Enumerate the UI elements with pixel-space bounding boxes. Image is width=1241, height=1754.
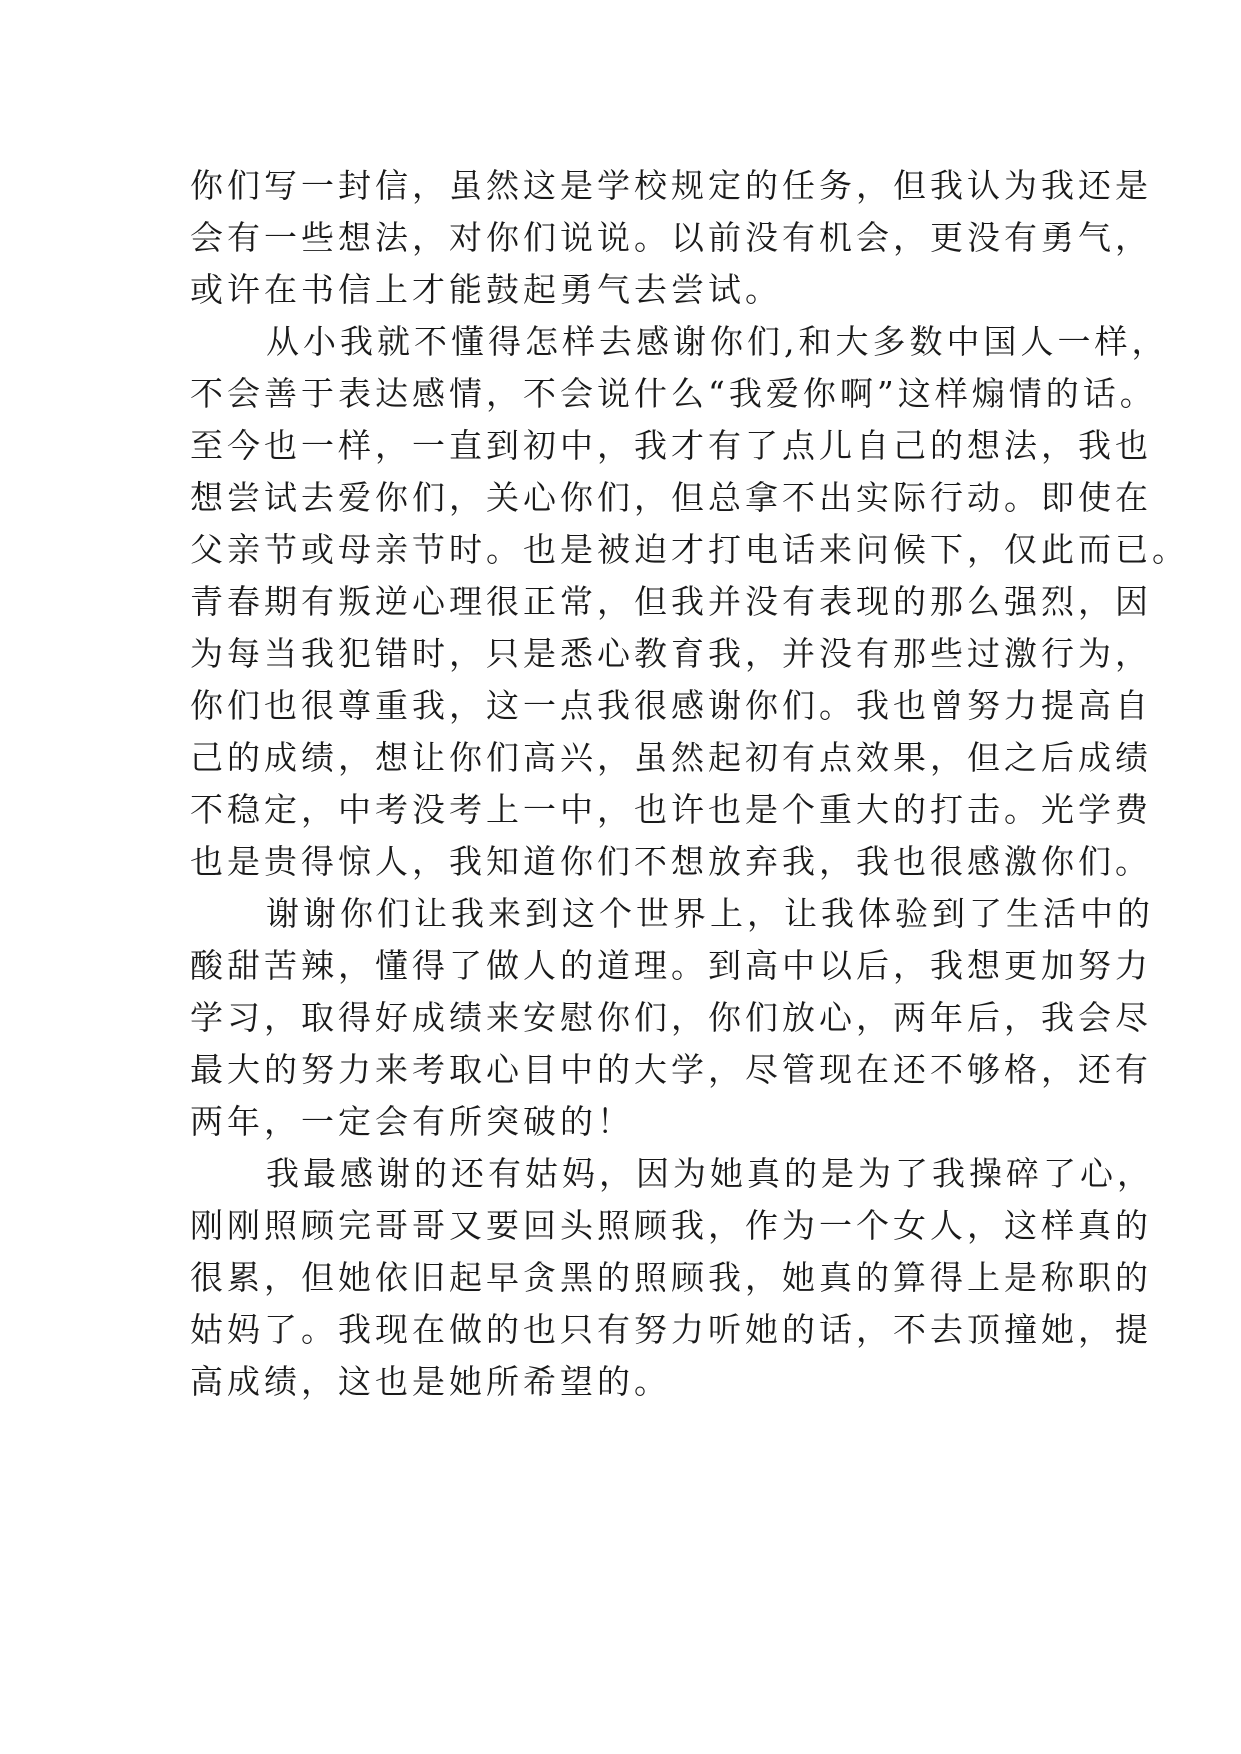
paragraph-1 [190, 160, 1152, 316]
text-line: 不会善于表达感情，不会说什么“我爱你啊”这样煽情的话。 [190, 374, 1157, 413]
text-line: 想尝试去爱你们，关心你们，但总拿不出实际行动。即使在 [190, 478, 1152, 517]
paragraph-3 [190, 888, 1154, 1148]
text-line: 很累，但她依旧起早贪黑的照顾我，她真的算得上是称职的 [190, 1258, 1152, 1297]
text-line: 青春期有叛逆心理很正常，但我并没有表现的那么强烈，因 [190, 582, 1152, 621]
text-line: 姑妈了。我现在做的也只有努力听她的话，不去顶撞她，提 [190, 1310, 1152, 1349]
paragraph-2 [190, 316, 1189, 888]
text-line: 至今也一样，一直到初中，我才有了点儿自己的想法，我也 [190, 426, 1152, 465]
text-line: 你们写一封信，虽然这是学校规定的任务，但我认为我还是 [190, 166, 1152, 205]
text-line: 两年，一定会有所突破的！ [190, 1102, 634, 1141]
text-line: 高成绩，这也是她所希望的。 [190, 1362, 671, 1401]
text-line: 最大的努力来考取心目中的大学，尽管现在还不够格，还有 [190, 1050, 1152, 1089]
text-line: 或许在书信上才能鼓起勇气去尝试。 [190, 270, 782, 309]
text-line: 谢谢你们让我来到这个世界上，让我体验到了生活中的 [266, 894, 1154, 933]
text-line: 为每当我犯错时，只是悉心教育我，并没有那些过激行为， [190, 634, 1152, 673]
text-line: 我最感谢的还有姑妈，因为她真的是为了我操碎了心， [266, 1154, 1154, 1193]
text-line: 不稳定，中考没考上一中，也许也是个重大的打击。光学费 [190, 790, 1152, 829]
text-line: 学习，取得好成绩来安慰你们，你们放心，两年后，我会尽 [190, 998, 1152, 1037]
text-line: 父亲节或母亲节时。也是被迫才打电话来问候下，仅此而已。 [190, 530, 1189, 569]
text-line: 从小我就不懂得怎样去感谢你们,和大多数中国人一样， [266, 322, 1169, 361]
text-line: 也是贵得惊人，我知道你们不想放弃我，我也很感激你们。 [190, 842, 1152, 881]
text-line: 己的成绩，想让你们高兴，虽然起初有点效果，但之后成绩 [190, 738, 1152, 777]
text-line: 刚刚照顾完哥哥又要回头照顾我，作为一个女人，这样真的 [190, 1206, 1152, 1245]
paragraph-4 [190, 1148, 1154, 1408]
letter-body [190, 160, 1189, 1408]
text-line: 酸甜苦辣，懂得了做人的道理。到高中以后，我想更加努力 [190, 946, 1152, 985]
text-line: 会有一些想法，对你们说说。以前没有机会，更没有勇气， [190, 218, 1152, 257]
text-line: 你们也很尊重我，这一点我很感谢你们。我也曾努力提高自 [190, 686, 1152, 725]
